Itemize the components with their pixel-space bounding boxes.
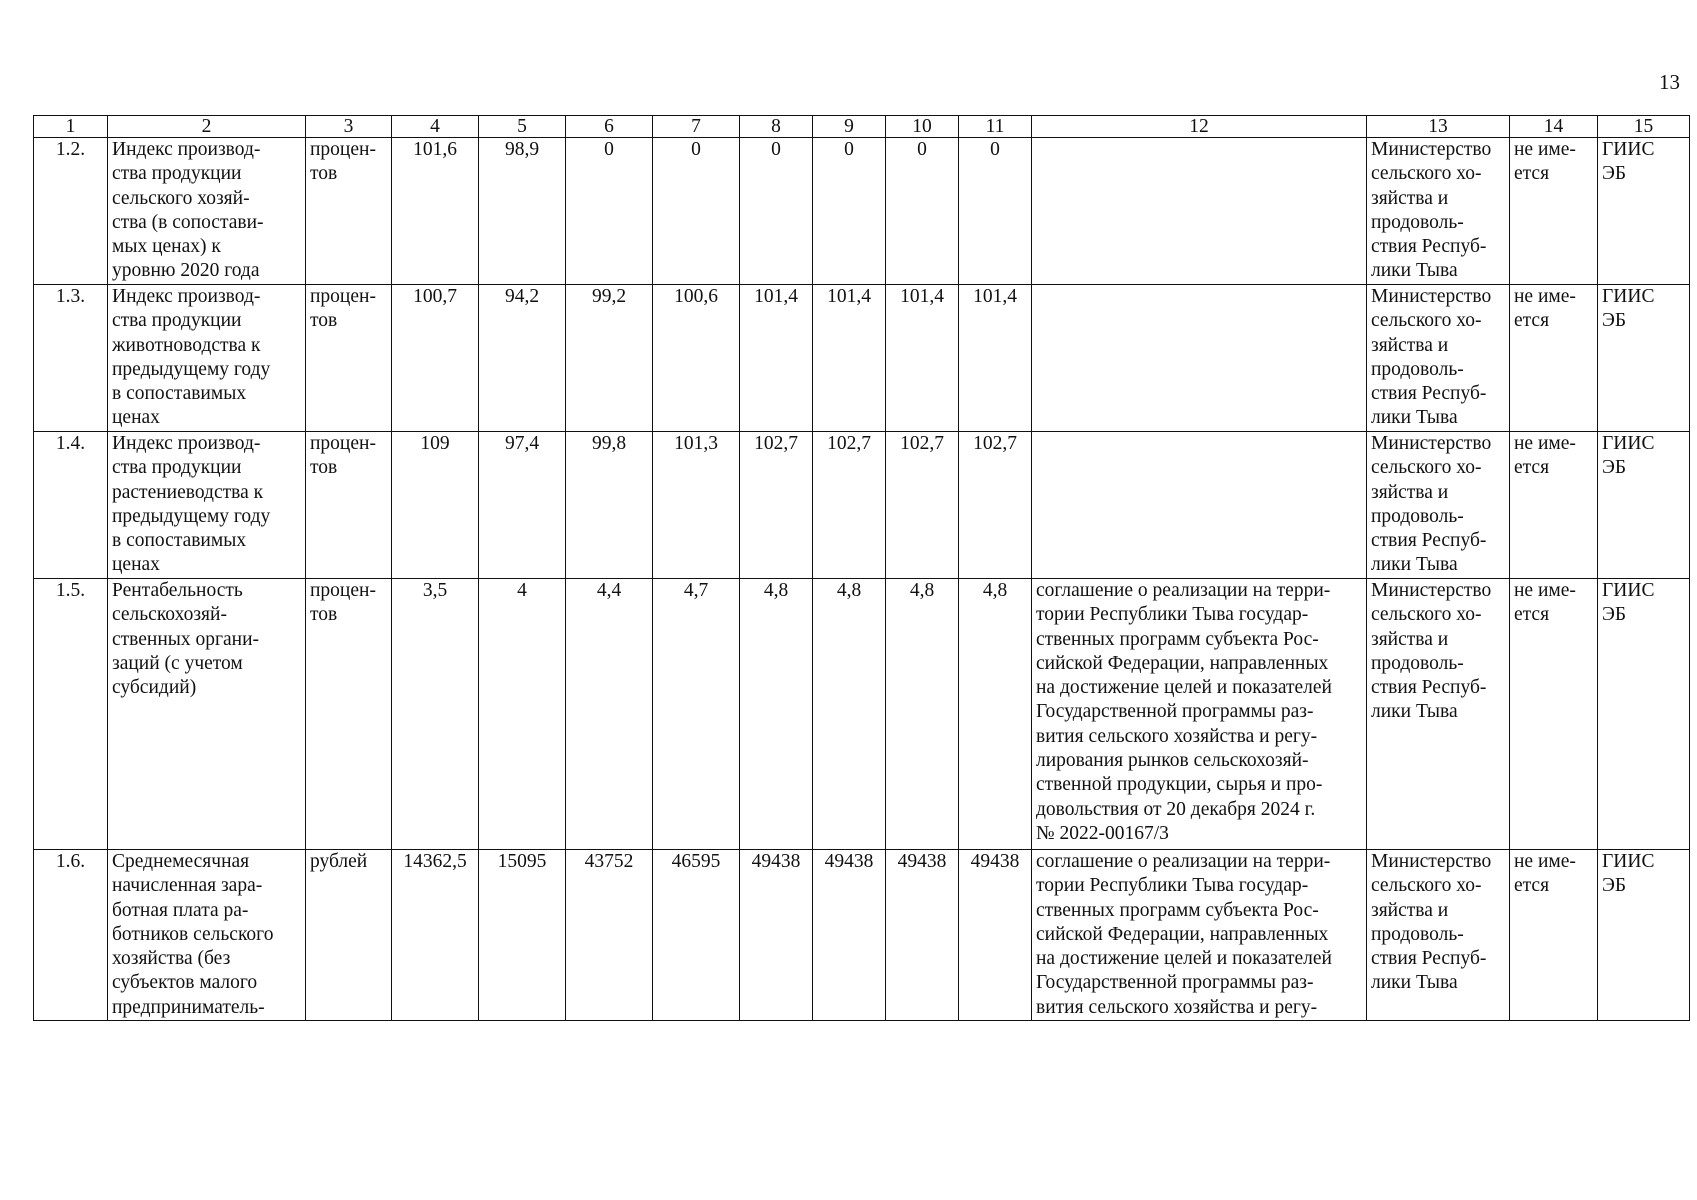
value-cell: 0 — [653, 138, 740, 285]
value-cell: 102,7 — [813, 432, 886, 579]
value-cell: 102,7 — [959, 432, 1032, 579]
value-cell: 0 — [566, 138, 653, 285]
value-cell: 49438 — [813, 850, 886, 1021]
value-cell: 43752 — [566, 850, 653, 1021]
responsible-cell: Министерство сельского хо- зяйства и продоволь- ствия Респуб- лики Тыва — [1367, 850, 1510, 1021]
responsible-cell: Министерство сельского хо- зяйства и продоволь- ствия Респуб- лики Тыва — [1367, 138, 1510, 285]
value-cell: 49438 — [740, 850, 813, 1021]
responsible-cell: Министерство сельского хо- зяйства и продоволь- ствия Респуб- лики Тыва — [1367, 579, 1510, 850]
row-number: 1.5. — [34, 579, 108, 850]
value-cell: 100,7 — [392, 285, 479, 432]
value-cell: 46595 — [653, 850, 740, 1021]
value-cell: 101,3 — [653, 432, 740, 579]
value-cell: 97,4 — [479, 432, 566, 579]
col14-cell: не име- ется — [1510, 138, 1598, 285]
responsible-cell: Министерство сельского хо- зяйства и продоволь- ствия Респуб- лики Тыва — [1367, 285, 1510, 432]
table-row — [34, 579, 1690, 850]
value-cell: 4,4 — [566, 579, 653, 850]
value-cell: 0 — [886, 138, 959, 285]
col14-cell: не име- ется — [1510, 850, 1598, 1021]
value-cell: 4,7 — [653, 579, 740, 850]
header-cell: 2 — [108, 116, 306, 138]
system-cell: ГИИС ЭБ — [1598, 138, 1690, 285]
unit-cell: процен- тов — [306, 579, 392, 850]
header-cell: 6 — [566, 116, 653, 138]
basis-cell — [1032, 138, 1367, 285]
value-cell: 15095 — [479, 850, 566, 1021]
value-cell: 102,7 — [740, 432, 813, 579]
indicator-name: Индекс производ- ства продукции растениеводства к предыдущему году в сопоставимых ценах — [108, 432, 306, 579]
value-cell: 49438 — [886, 850, 959, 1021]
value-cell: 4,8 — [740, 579, 813, 850]
basis-cell — [1032, 432, 1367, 579]
indicator-name: Рентабельность сельскохозяй- ственных органи- заций (с учетом субсидий) — [108, 579, 306, 850]
value-cell: 4,8 — [813, 579, 886, 850]
row-number: 1.2. — [34, 138, 108, 285]
basis-cell — [1032, 285, 1367, 432]
indicator-name — [108, 850, 306, 1021]
value-cell: 0 — [740, 138, 813, 285]
header-cell: 10 — [886, 116, 959, 138]
value-cell: 101,4 — [740, 285, 813, 432]
value-cell: 14362,5 — [392, 850, 479, 1021]
indicator-name: Индекс производ- ства продукции сельского хозяй- ства (в сопостави- мых ценах) к уровню 2020 года — [108, 138, 306, 285]
value-cell: 101,4 — [959, 285, 1032, 432]
system-cell: ГИИС ЭБ — [1598, 432, 1690, 579]
row-number: 1.6. — [34, 850, 108, 1021]
row-number: 1.4. — [34, 432, 108, 579]
row-number: 1.3. — [34, 285, 108, 432]
basis-text: соглашение о реализации на терри- тории Республики Тыва государ- ственных программ субъекта Рос- сийской Федерации, направленных на достижение целей и показателей Государственной программы раз- вития сельского хозяйства и регу- — [1036, 851, 1332, 1018]
value-cell: 4,8 — [886, 579, 959, 850]
value-cell: 94,2 — [479, 285, 566, 432]
basis-cell — [1032, 850, 1367, 1021]
header-cell: 12 — [1032, 116, 1367, 138]
value-cell: 49438 — [959, 850, 1032, 1021]
table-row — [34, 138, 1690, 285]
unit-cell: рублей — [306, 850, 392, 1021]
unit-cell: процен- тов — [306, 138, 392, 285]
header-cell: 5 — [479, 116, 566, 138]
header-cell: 9 — [813, 116, 886, 138]
value-cell: 100,6 — [653, 285, 740, 432]
col14-cell: не име- ется — [1510, 285, 1598, 432]
header-row — [34, 116, 1690, 138]
value-cell: 99,8 — [566, 432, 653, 579]
value-cell: 101,4 — [886, 285, 959, 432]
value-cell: 102,7 — [886, 432, 959, 579]
value-cell: 0 — [813, 138, 886, 285]
value-cell: 98,9 — [479, 138, 566, 285]
header-cell: 11 — [959, 116, 1032, 138]
page-number: 13 — [1659, 70, 1680, 94]
header-cell: 1 — [34, 116, 108, 138]
value-cell: 0 — [959, 138, 1032, 285]
header-cell: 15 — [1598, 116, 1690, 138]
table-row — [34, 850, 1690, 1021]
header-cell: 4 — [392, 116, 479, 138]
header-cell: 7 — [653, 116, 740, 138]
col14-cell: не име- ется — [1510, 432, 1598, 579]
value-cell: 99,2 — [566, 285, 653, 432]
header-cell: 8 — [740, 116, 813, 138]
unit-cell: процен- тов — [306, 432, 392, 579]
header-cell: 3 — [306, 116, 392, 138]
responsible-cell: Министерство сельского хо- зяйства и продоволь- ствия Респуб- лики Тыва — [1367, 432, 1510, 579]
header-cell: 13 — [1367, 116, 1510, 138]
indicators-table — [33, 115, 1690, 1021]
header-cell: 14 — [1510, 116, 1598, 138]
system-cell: ГИИС ЭБ — [1598, 285, 1690, 432]
indicator-name-text: Среднемесячная начисленная зара- ботная плата ра- ботников сельского хозяйства (без субъектов малого предприниматель- — [112, 851, 274, 1018]
col14-cell: не име- ется — [1510, 579, 1598, 850]
table-row — [34, 285, 1690, 432]
value-cell: 3,5 — [392, 579, 479, 850]
indicator-name: Индекс производ- ства продукции животноводства к предыдущему году в сопоставимых ценах — [108, 285, 306, 432]
value-cell: 101,6 — [392, 138, 479, 285]
system-cell: ГИИС ЭБ — [1598, 850, 1690, 1021]
value-cell: 101,4 — [813, 285, 886, 432]
table-row — [34, 432, 1690, 579]
basis-cell: соглашение о реализации на терри- тории Республики Тыва государ- ственных программ субъекта Рос- сийской Федерации, направленных на достижение целей и показателей Государственной программы раз- вития сельского хозяйства и регу- лирования рынков сельскохозяй- ственной продукции, сырья и про- довольствия от 20 декабря 2024 г. № 2022-00167/3 — [1032, 579, 1367, 850]
value-cell: 4,8 — [959, 579, 1032, 850]
value-cell: 4 — [479, 579, 566, 850]
system-cell: ГИИС ЭБ — [1598, 579, 1690, 850]
value-cell: 109 — [392, 432, 479, 579]
unit-cell: процен- тов — [306, 285, 392, 432]
